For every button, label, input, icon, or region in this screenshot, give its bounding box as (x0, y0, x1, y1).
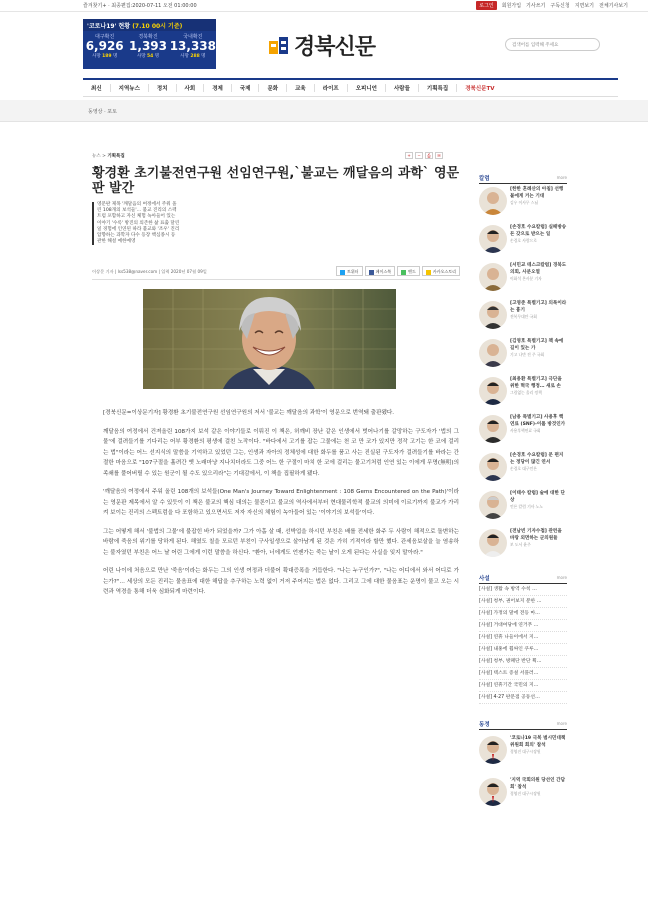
nav-life[interactable]: 라이프 (315, 84, 348, 92)
avatar (479, 225, 507, 253)
nav-tv[interactable]: 경북신문TV (465, 86, 495, 92)
article-photo (143, 289, 396, 389)
covid-status-box[interactable] (83, 19, 216, 69)
article-headline: 황경환 초기불전연구원 선임연구원,`불교는 깨달음의 과학` 영문판 발간 (92, 166, 460, 196)
paper-view-link[interactable]: 지면보기 (574, 3, 595, 9)
article-paragraph: 그는 어떻게 해서 '불법의 그물'에 불잡힌 바가 되었을까? 그가 아홉 살 때, 선박업을 하시던 부친은 배를 전세한 화주 두 사람이 해적으로 돌변하는 바람에 죽음의 위기를 당하게 된다. 해였도 칠을 모르던 부친이 구사일생으로 살아남게 된 것은 가히 기적이라 할만 했다. 관세음보살을 늘 염송하는 불자였던 부친은 어느 날 어린 그에게 이런 말씀을 하신다. "환아, 너에게도 언젠가는 죽는 날이 오게 된다는 사실을 잊지 말아라." (103, 528, 459, 556)
covid-gyeongbuk: 경북확진 1,393 사망 54 명 (129, 34, 167, 59)
search-input[interactable]: 검색어를 입력해 주세요 (505, 38, 600, 51)
band-icon (401, 270, 406, 275)
nav-local[interactable]: 지역뉴스 (111, 84, 149, 92)
list-item[interactable]: [사설] 내홍에 휩싸인 쿠루… (479, 644, 567, 656)
column-card[interactable]: [이태수 칼럼] 술에 대한 단상 언론 칼럼 기사 노노 (479, 491, 567, 526)
utility-bar (0, 0, 648, 12)
more-link[interactable]: more (556, 175, 567, 180)
list-item[interactable]: [사설] 거대여당에 연거푸 … (479, 620, 567, 632)
avatar (479, 301, 507, 329)
avatar (479, 377, 507, 405)
subscribe-link[interactable]: 구독신청 (550, 3, 570, 9)
article-paragraph: 어린 나이에 처음으로 만난 '죽음'이라는 화두는 그의 인생 여정과 더불어 확대증폭을 거듭한다. "나는 누구인가?", "나는 어디에서 와서 어디로 가는가?"… 세상의 모든 진리는 물음표에 대한 해답을 추구하는 노력 없이 거저 주어지는 법은 없다. 그리고 그에 대한 물음표는 운명이 물고 오는 시련과 역경을 통해 더욱 심화되게 마련이다. (103, 568, 459, 595)
nav-politics[interactable]: 정치 (149, 84, 177, 92)
nav-society[interactable]: 사회 (177, 84, 205, 92)
avatar (479, 778, 507, 806)
main-nav (83, 78, 618, 97)
article-paragraph: 깨달음의 여정에서 건져올린 108가지 보석 같은 이야기들로 이뤄진 이 책은, 허깨비 장난 같은 인생에서 벗어나기를 갈망하는 구도자가 '법의 그물'에 걸려들기를 기다리는 어부 황경환의 평생에 걸친 노작이다. "바다에서 고기를 잡는 그물에는 천 코 만 코가 있지만 정작 고기는 한 코에 걸리는 법"이라는 어느 선지식의 말씀을 기억하고 있었던 그는, 인생과 자아의 정체성에 대한 화두를 품고 사는 진실된 구도자가 걸려들기를 바라는 간절한 마음으로 "107구절을 흘려간 옛 노래마냥 지나치더라도 그중 어느 한 구절이 마치 한 코에 걸리는 물고기처럼 인연 있는 이에게 무명(無明)의 족쇄를 풀어버릴 수 있는 원군이 될 수도 있으리라"는 기대감에서, 이 책을 집필하게 됐다. (103, 428, 459, 477)
list-item[interactable]: [사설] 4·27 판문점 공동선… (479, 692, 567, 704)
logo-mark-icon (268, 35, 290, 57)
nav-features[interactable]: 기획특집 (419, 84, 457, 92)
list-item[interactable]: [사설] 청부, 권어보지 분한 … (479, 596, 567, 608)
kakaostory-icon (426, 270, 431, 275)
twitter-icon (340, 270, 345, 275)
share-kakaostory-button[interactable]: 카카오스토리 (422, 266, 460, 276)
article-paragraph: [경북신문=이상문기자] 황경환 초기불전연구원 선임연구원의 저서 '불교는 깨달음의 과학'이 영문으로 번역돼 출판됐다. (103, 410, 395, 416)
covid-national: 국내확진 13,338 사망 288 명 (169, 34, 216, 59)
column-card[interactable]: [손경호 수요칼럼] 문 편지는 정당이 많긴 연서 손경호 대구언론 (479, 453, 567, 488)
column-card[interactable]: [한한 혼례산의 아침] 선행불에게 거는 기대 김우 이사무 스님 (479, 187, 567, 222)
print-button[interactable]: ⎙ (425, 152, 433, 159)
share-band-button[interactable]: 밴드 (397, 266, 420, 276)
column-card[interactable]: [서민교 테스크칼럼] 경북도의회, 사분오열 이화석 본사분 기자 (479, 263, 567, 298)
avatar (479, 529, 507, 557)
list-item[interactable]: [사설] 텍스트 증설 서플러… (479, 668, 567, 680)
list-item[interactable]: [사설] 연휴 나들이에서 지… (479, 632, 567, 644)
write-article-link[interactable]: 기사쓰기 (526, 3, 546, 9)
column-card[interactable]: [남용 특별기고] 사용후 핵연료 (SNF)-이룰 방것인가 사용후핵연료 국회 (479, 415, 567, 450)
column-section-head: 칼럼 more (479, 172, 567, 184)
avatar (479, 263, 507, 291)
nav-latest[interactable]: 최신 (83, 84, 111, 92)
utility-links (476, 1, 628, 10)
article-paragraph: '깨달음의 여정에서 주워 올린 108개의 보석들(One Man's Journey Toward Enlightenment : 108 Gems Encountered on the Path)'이라는 영문판 제목에서 알 수 있듯이 이 책은 불교의 핵심 대의는 물론이고 불교의 역사에서부터 현대물리학적 불교의 의미에 이르기까지 불교가 가리켜 보이는 진리의 스펙트럼을 다 포함하고 있으면서도 저자 자신의 체험이 녹아들어 있는 '이야기의 보석들'이다. (103, 489, 459, 516)
column-card[interactable]: [고영준 특별기고] 의목이라는 흉기 전복무대안 국회 (479, 301, 567, 336)
breadcrumb: 뉴스 > 기획특집 (92, 154, 125, 159)
nav-world[interactable]: 국제 (232, 84, 260, 92)
avatar (479, 736, 507, 764)
column-card[interactable]: [김영호 특별기고] 책 속에 길이 있는 가 기고 나만 전 주 국회 (479, 339, 567, 374)
article-tools (405, 152, 443, 159)
nav-economy[interactable]: 경제 (204, 84, 232, 92)
share-facebook-button[interactable]: 페이스북 (365, 266, 395, 276)
site-logo[interactable] (268, 30, 375, 61)
list-item[interactable]: [사설] 청부, 방패단 반단 획… (479, 656, 567, 668)
right-sidebar (479, 172, 567, 814)
column-card[interactable]: [전남빈 기자수첩] 관런을 바랑 외면하는 군의원들 보 도서 윤주 (479, 529, 567, 564)
news-list (479, 736, 567, 814)
list-item[interactable]: [사설] 생활 속 방역 수칙 … (479, 584, 567, 596)
avatar (479, 491, 507, 519)
share-twitter-button[interactable]: 트위터 (336, 266, 363, 276)
editorial-section-head: 사설 more (479, 572, 567, 584)
nav-culture[interactable]: 문화 (259, 84, 287, 92)
login-button[interactable]: 로그인 (476, 1, 497, 10)
article-summary: 영문판 제목 '깨달음의 여정에서 주워 올린 108개의 보석들'… 불교 진리의 스펙트럼 포함하고 자신 체험 녹아들어 있는 이야기 '수록' 방진의 의존한 삶 표출 달린 일 경험에 인연된 따라 불교와 '조우' 진리 압향하는 과학자 다수 등장 핵심종시 등 관한 해설 예한예영 (92, 202, 180, 245)
news-card[interactable]: '코로나19 극복 범시민대책위원회 회의' 참석 경영진 대구시장원 (479, 736, 567, 772)
column-card[interactable]: [손경호 수요칼럼] 실패방송 돈 갖으로 받으는 일 손경호 사람으로 (479, 225, 567, 260)
news-card[interactable]: '지역 국회의원 당선인 간담회' 참석 경영진 대구시장원 (479, 778, 567, 814)
font-increase-button[interactable]: + (405, 152, 413, 159)
column-list (479, 187, 567, 564)
avatar (479, 339, 507, 367)
article-body (103, 408, 459, 606)
article-byline (92, 266, 460, 280)
news-section-head: 동정 more (479, 718, 567, 730)
list-item[interactable]: [사설] 연휴기간 국민의 지… (479, 680, 567, 692)
share-buttons (336, 266, 460, 276)
sub-nav-links[interactable]: 동영상 · 포토 (88, 109, 117, 115)
list-item[interactable]: [사설] 가정의 말에 전등 마… (479, 608, 567, 620)
avatar (479, 453, 507, 481)
nav-education[interactable]: 교육 (287, 84, 315, 92)
column-card[interactable]: [최용환 특별기고] 극단을 위한 혁국 행정… 새로 손 그림없는 올리 정책 (479, 377, 567, 412)
covid-status-title: '코로나19' 현황 (7.10 00시 기준) (83, 19, 216, 31)
nav-opinion[interactable]: 오피니언 (348, 84, 386, 92)
sub-nav (0, 100, 648, 122)
avatar (479, 415, 507, 443)
editorial-list (479, 584, 567, 704)
email-button[interactable]: ✉ (435, 152, 443, 159)
nav-people[interactable]: 사람들 (386, 84, 419, 92)
signup-link[interactable]: 회원가입 (501, 3, 522, 9)
covid-daegu: 대구확진 6,926 사망 189 명 (85, 34, 124, 59)
brand-name: 경북신문 (294, 35, 376, 60)
more-link[interactable]: more (556, 721, 567, 726)
facebook-icon (369, 270, 374, 275)
font-decrease-button[interactable]: − (415, 152, 423, 159)
byline-meta: 이상문 기자 | lss538@naver.com | 입력 2020년 07월 09일 (92, 269, 207, 274)
last-edited: 즐겨찾기+ · 최종편집:2020-07-11 오전 01:00:00 (83, 3, 197, 9)
all-articles-link[interactable]: 전체기사보기 (599, 3, 628, 9)
more-link[interactable]: more (556, 575, 567, 580)
avatar (479, 187, 507, 215)
